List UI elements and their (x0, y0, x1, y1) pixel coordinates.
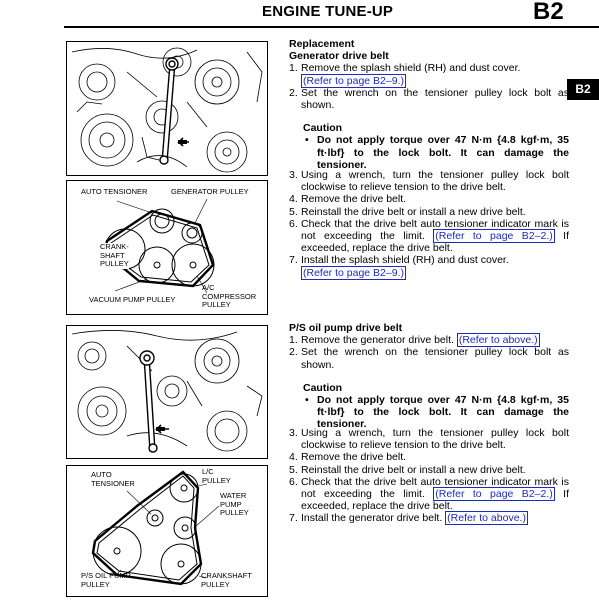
figure-generator-tensioner-wrench (66, 41, 268, 176)
generator-belt-subheading: Generator drive belt (289, 50, 389, 63)
figure-ps-belt-routing (66, 465, 268, 597)
engine-illustration-1 (67, 42, 267, 175)
list-item: 1. Remove the splash shield (RH) and dust cover. (Refer to page B2–9.) (289, 62, 521, 87)
label-crankshaft-pulley: CRANK- SHAFT PULLEY (100, 242, 129, 268)
caution-text: • Do not apply torque over 47 N·m {4.8 kgf·m, 35 ft·lbf} to the lock bolt. It can damage the tensioner. (305, 134, 569, 171)
label-lc-pulley: L/C PULLEY (202, 467, 231, 485)
ref-link-above[interactable]: (Refer to above.) (458, 334, 538, 347)
caution-title: Caution (303, 122, 343, 135)
ps-steps-part1 (289, 334, 569, 371)
label-crankshaft-pulley-ps: CRANKSHAFT PULLEY (201, 571, 252, 589)
label-auto-tensioner-ps: AUTO TENSIONER (91, 470, 135, 488)
caution-title: Caution (303, 381, 343, 394)
page-header-title: ENGINE TUNE-UP (262, 3, 394, 20)
list-item: 5. Reinstall the drive belt or install a new drive belt. (289, 205, 526, 218)
label-auto-tensioner: AUTO TENSIONER (81, 187, 148, 196)
list-item: 6. Check that the drive belt auto tensioner indicator mark is not exceeding the limit. (Refer to page B2–2.) If exceeded, replace the drive belt. (289, 217, 570, 255)
caution-text: • Do not apply torque over 47 N·m {4.8 kgf·m, 35 ft·lbf} to the lock bolt. It can damage the tensioner. (305, 394, 569, 431)
list-item: 5. Reinstall the drive belt or install a new drive belt. (289, 463, 526, 476)
ps-belt-subheading: P/S oil pump drive belt (289, 322, 403, 334)
section-side-tab[interactable]: B2 (567, 79, 599, 100)
ref-link-page-b2-9[interactable]: (Refer to page B2–9.) (303, 266, 404, 279)
list-item: 1. Remove the generator drive belt. (Refer to above.) (289, 334, 538, 347)
engine-illustration-2 (67, 326, 267, 458)
list-item: 3. Using a wrench, turn the tensioner pulley lock bolt clockwise to relieve tension to the drive belt. (289, 169, 569, 194)
ref-link-page-b2-2[interactable]: (Refer to page B2–2.) (435, 488, 553, 501)
label-ac-compressor-pulley: A/C COMPRESSOR PULLEY (202, 283, 257, 309)
label-vacuum-pump-pulley: VACUUM PUMP PULLEY (89, 295, 176, 304)
ref-link-page-b2-9[interactable]: (Refer to page B2–9.) (303, 74, 404, 87)
ps-belt-procedure (289, 322, 569, 431)
label-ps-oil-pump-pulley: P/S OIL PUMP PULLEY (81, 571, 131, 589)
list-item: 3. Using a wrench, turn the tensioner pulley lock bolt clockwise to relieve tension to the drive belt. (289, 427, 569, 452)
figure-generator-belt-routing (66, 180, 268, 315)
generator-steps-part2 (289, 169, 569, 279)
generator-belt-procedure (289, 38, 569, 171)
section-heading: Replacement (289, 38, 355, 50)
list-item: 4. Remove the drive belt. (289, 451, 407, 464)
list-item: 7. Install the generator drive belt. (Refer to above.) (289, 512, 526, 525)
list-item: 6. Check that the drive belt auto tensioner indicator mark is not exceeding the limit. (Refer to page B2–2.) If exceeded, replace the drive belt. (289, 475, 570, 513)
list-item: 2. Set the wrench on the tensioner pulley lock bolt as shown. (289, 86, 569, 112)
header-rule (64, 26, 599, 28)
list-item: 7. Install the splash shield (RH) and dust cover. (Refer to page B2–9.) (289, 254, 509, 279)
label-water-pump-pulley: WATER PUMP PULLEY (220, 491, 249, 517)
ps-steps-part2 (289, 427, 569, 525)
section-code: B2 (533, 0, 564, 25)
list-item: 2. Set the wrench on the tensioner pulley lock bolt as shown. (289, 346, 569, 371)
label-generator-pulley: GENERATOR PULLEY (171, 187, 249, 196)
ref-link-page-b2-2[interactable]: (Refer to page B2–2.) (435, 230, 553, 243)
ps-belt-procedure-cont (289, 427, 569, 525)
figure-ps-tensioner-wrench (66, 325, 268, 459)
ref-link-above[interactable]: (Refer to above.) (447, 512, 526, 525)
list-item: 4. Remove the drive belt. (289, 193, 407, 206)
generator-belt-procedure-cont (289, 169, 569, 279)
generator-steps-part1 (289, 62, 569, 111)
